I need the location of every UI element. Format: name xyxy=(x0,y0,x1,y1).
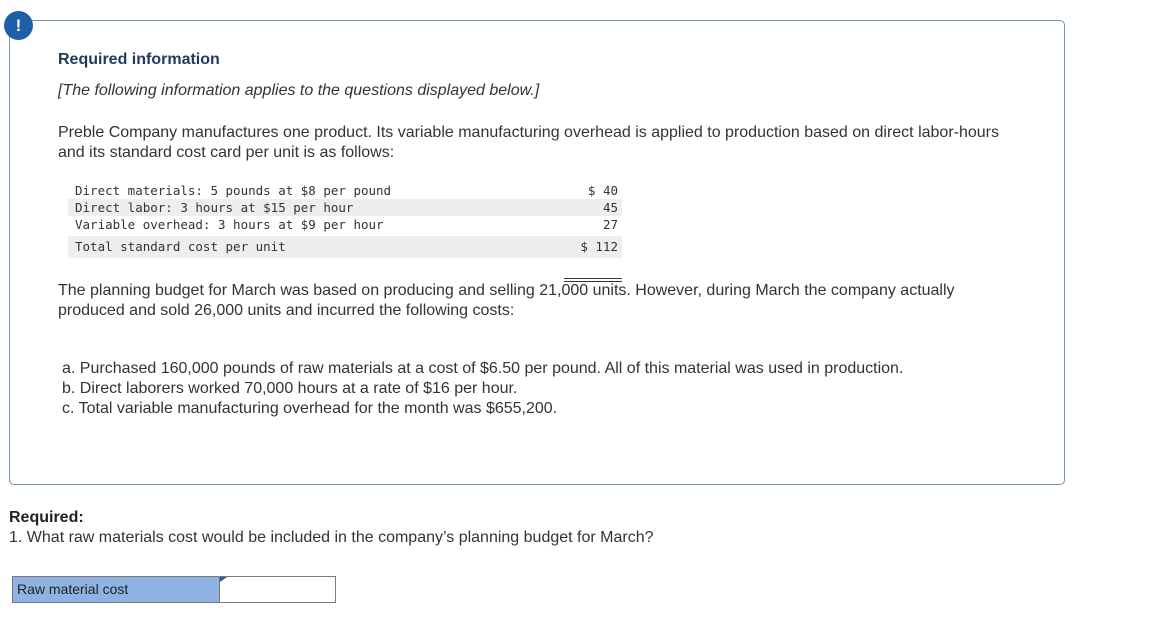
actual-costs-list xyxy=(62,359,903,419)
answer-cell[interactable] xyxy=(219,577,335,602)
raw-material-cost-input[interactable] xyxy=(220,577,335,602)
list-item: c. Total variable manufacturing overhead for the month was $655,200. xyxy=(62,400,558,417)
cost-label: Variable overhead: 3 hours at $9 per hour xyxy=(75,217,384,232)
list-item: a. Purchased 160,000 pounds of raw materials at a cost of $6.50 per pound. All of this material was used in production. xyxy=(62,360,904,377)
cost-label: Direct labor: 3 hours at $15 per hour xyxy=(75,200,354,215)
standard-cost-card xyxy=(68,182,622,258)
cost-amount: 45 xyxy=(602,200,618,215)
info-title: Required information xyxy=(58,51,220,68)
required-heading: Required: xyxy=(9,509,84,526)
answer-label: Raw material cost xyxy=(13,577,219,602)
info-subtitle: [The following information applies to the questions displayed below.] xyxy=(58,82,540,99)
intro-paragraph: Preble Company manufactures one product. Its variable manufacturing overhead is applied to production based on direct labor-hours and its standard cost card per unit is as follows: xyxy=(58,124,999,161)
budget-paragraph: The planning budget for March was based on producing and selling 21,000 units. However, during March the company actually produced and sold 26,000 units and incurred the following costs: xyxy=(58,282,955,319)
corner-marker-icon xyxy=(220,577,227,582)
cost-amount: $ 40 xyxy=(587,183,618,198)
answer-table xyxy=(12,576,336,603)
cost-row-variable-overhead xyxy=(68,216,622,233)
cost-row-total xyxy=(68,236,622,258)
cost-label: Direct materials: 5 pounds at $8 per pound xyxy=(75,183,392,198)
required-information-panel xyxy=(9,20,1065,485)
exclamation-icon: ! xyxy=(4,11,33,40)
cost-row-direct-labor xyxy=(68,199,622,216)
list-item: b. Direct laborers worked 70,000 hours at a rate of $16 per hour. xyxy=(62,380,518,397)
total-amount: $ 112 xyxy=(580,239,618,254)
cost-row-direct-materials xyxy=(68,182,622,199)
cost-amount: 27 xyxy=(602,217,618,232)
total-label: Total standard cost per unit xyxy=(75,239,286,254)
question-text: 1. What raw materials cost would be included in the company’s planning budget for March? xyxy=(9,529,654,546)
